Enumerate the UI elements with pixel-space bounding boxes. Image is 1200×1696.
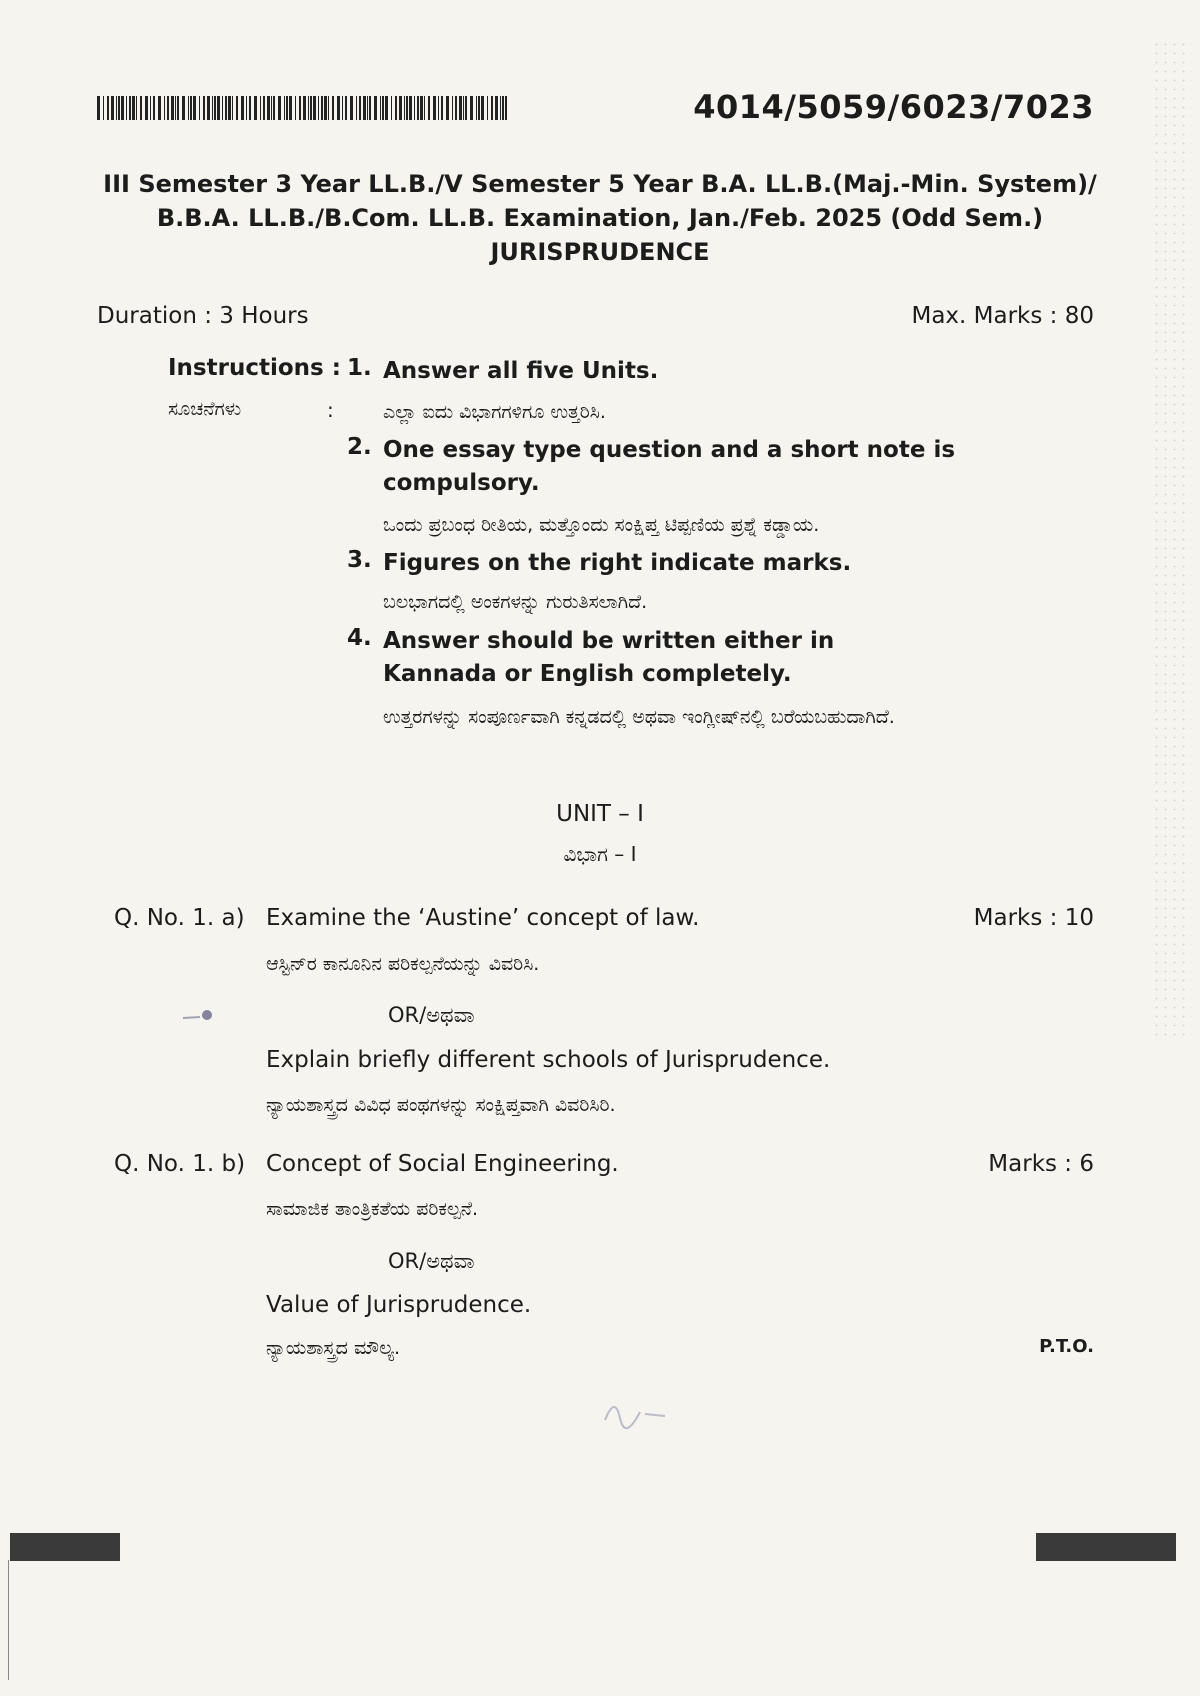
question-marks: Marks : 6 [988, 1151, 1094, 1177]
instruction-text: One essay type question and a short note is compulsory. [383, 437, 956, 496]
scan-mark-right [1036, 1533, 1176, 1561]
instruction-text: Answer should be written either in Kannada or English completely. [383, 628, 835, 687]
or-separator: OR/ಅಥವಾ [388, 1249, 475, 1273]
question-label: Q. No. 1. a) [114, 905, 245, 931]
paper-code: 4014/5059/6023/7023 [693, 88, 1094, 126]
instruction-text-kannada: ಬಲಭಾಗದಲ್ಲಿ ಅಂಕಗಳನ್ನು ಗುರುತಿಸಲಾಗಿದೆ. [383, 591, 648, 613]
instruction-text: Answer all five Units. [383, 358, 659, 384]
exam-title-line-1: III Semester 3 Year LL.B./V Semester 5 Year B.A. LL.B.(Maj.-Min. System)/ [103, 170, 1097, 198]
max-marks: Max. Marks : 80 [911, 303, 1094, 329]
duration: Duration : 3 Hours [97, 303, 309, 329]
instructions-colon: : [327, 398, 334, 422]
question-alt-text: Explain briefly different schools of Jurisprudence. [266, 1047, 831, 1073]
instruction-number: 2. [347, 434, 372, 460]
or-separator: OR/ಅಥವಾ [388, 1003, 475, 1027]
exam-title-line-2: B.B.A. LL.B./B.Com. LL.B. Examination, Jan./Feb. 2025 (Odd Sem.) [156, 204, 1044, 232]
instruction-number: 1. [347, 355, 372, 381]
subject-title: JURISPRUDENCE [490, 238, 710, 266]
instruction-text-kannada: ಉತ್ತರಗಳನ್ನು ಸಂಪೂರ್ಣವಾಗಿ ಕನ್ನಡದಲ್ಲಿ ಅಥವಾ ಇಂಗ್ಲೀಷ್‌ನಲ್ಲಿ ಬರೆಯಬಹುದಾಗಿದೆ. [383, 706, 895, 728]
instruction-text-kannada: ಎಲ್ಲಾ ಐದು ವಿಭಾಗಗಳಿಗೂ ಉತ್ತರಿಸಿ. [383, 401, 606, 423]
scan-edge-line [8, 1560, 9, 1680]
instruction-number: 4. [347, 625, 372, 651]
question-alt-text-kannada: ನ್ಯಾಯಶಾಸ್ತ್ರದ ವಿವಿಧ ಪಂಥಗಳನ್ನು ಸಂಕ್ಷಿಪ್ತವಾಗಿ ವಿವರಿಸಿರಿ. [266, 1094, 616, 1116]
instructions-label-kannada: ಸೂಚನೆಗಳು [168, 398, 242, 420]
question-text: Examine the ‘Austine’ concept of law. [266, 905, 700, 931]
unit-heading-kannada: ವಿಭಾಗ – I [563, 842, 637, 866]
scan-mark-left [10, 1533, 120, 1561]
question-text-kannada: ಆಸ್ಟಿನ್‌ರ ಕಾನೂನಿನ ಪರಿಕಲ್ಪನೆಯನ್ನು ವಿವರಿಸಿ. [266, 953, 540, 975]
unit-heading: UNIT – I [556, 801, 644, 827]
barcode [97, 96, 507, 120]
ink-smudge [180, 1005, 220, 1025]
question-label: Q. No. 1. b) [114, 1151, 246, 1177]
instruction-number: 3. [347, 547, 372, 573]
instruction-text: Figures on the right indicate marks. [383, 550, 852, 576]
question-alt-text-kannada: ನ್ಯಾಯಶಾಸ್ತ್ರದ ಮೌಲ್ಯ. [266, 1337, 401, 1359]
instructions-label: Instructions : [168, 355, 341, 381]
question-text-kannada: ಸಾಮಾಜಿಕ ತಾಂತ್ರಿಕತೆಯ ಪರಿಕಲ್ಪನೆ. [266, 1198, 479, 1220]
question-text: Concept of Social Engineering. [266, 1151, 619, 1177]
question-marks: Marks : 10 [973, 905, 1094, 931]
please-turn-over: P.T.O. [1039, 1336, 1094, 1357]
question-alt-text: Value of Jurisprudence. [266, 1292, 532, 1318]
instruction-text-kannada: ಒಂದು ಪ್ರಬಂಧ ರೀತಿಯ, ಮತ್ತೊಂದು ಸಂಕ್ಷಿಪ್ತ ಟಿಪ್ಪಣಿಯ ಪ್ರಶ್ನೆ ಕಡ್ಡಾಯ. [383, 514, 820, 536]
ink-scribble [595, 1390, 675, 1430]
